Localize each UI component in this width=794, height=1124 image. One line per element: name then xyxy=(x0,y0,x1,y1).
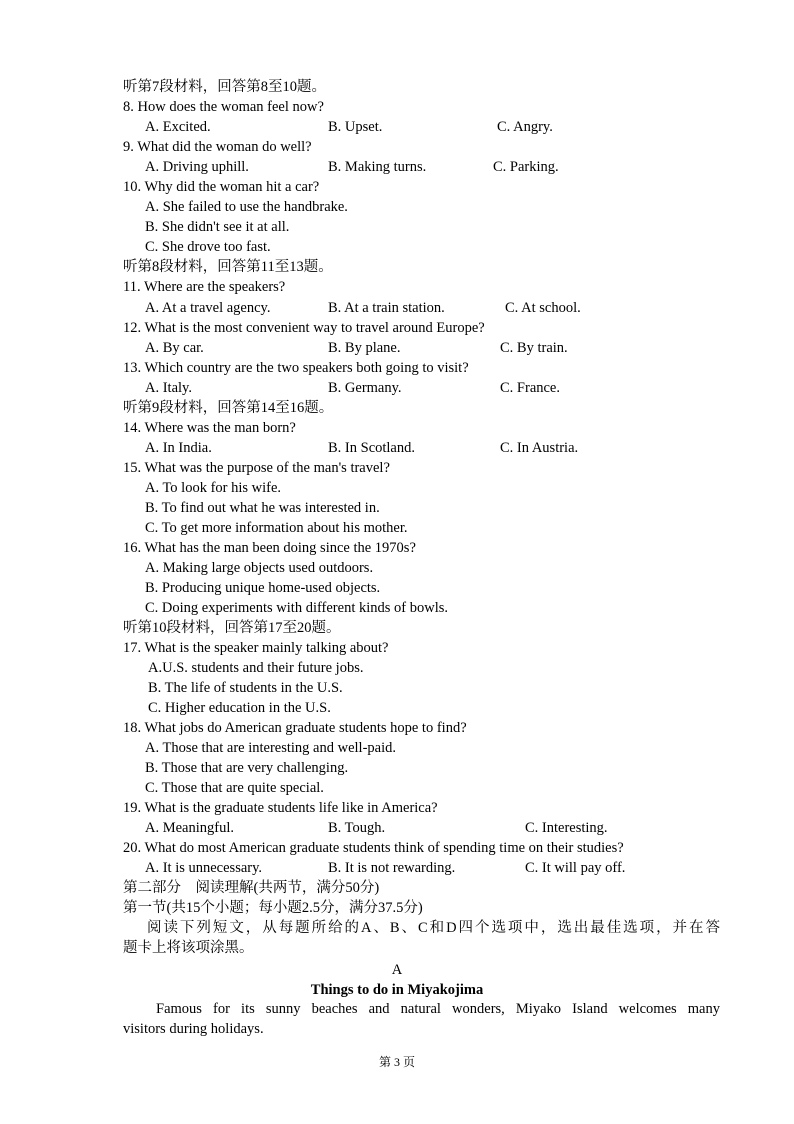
q20-option-b: B. It is not rewarding. xyxy=(328,860,456,876)
passage-title: Things to do in Miyakojima xyxy=(310,982,484,998)
q19-option-b: B. Tough. xyxy=(328,820,386,836)
question-13: 13. Which country are the two speakers both going to visit? xyxy=(123,360,469,376)
q14-option-b: B. In Scotland. xyxy=(328,440,415,456)
q15-option-c: C. To get more information about his mother. xyxy=(145,520,408,536)
q10-option-c: C. She drove too fast. xyxy=(145,239,271,255)
q19-option-a: A. Meaningful. xyxy=(145,820,234,836)
q13-option-b: B. Germany. xyxy=(328,380,402,396)
part2-heading: 第二部分 阅读理解(共两节，满分50分) xyxy=(123,880,380,896)
q18-option-c: C. Those that are quite special. xyxy=(145,780,324,796)
q10-option-a: A. She failed to use the handbrake. xyxy=(145,199,348,215)
q12-option-c: C. By train. xyxy=(500,340,568,356)
q20-option-a: A. It is unnecessary. xyxy=(145,860,263,876)
question-9: 9. What did the woman do well? xyxy=(123,139,312,155)
section-heading-7: 听第7段材料，回答第8至10题。 xyxy=(123,79,326,95)
passage-paragraph-line-2: visitors during holidays. xyxy=(123,1021,264,1037)
question-10: 10. Why did the woman hit a car? xyxy=(123,179,320,195)
part2-section1: 第一节(共15个小题；每小题2.5分，满分37.5分) xyxy=(123,900,423,916)
q8-option-b: B. Upset. xyxy=(328,119,383,135)
section-heading-8: 听第8段材料，回答第11至13题。 xyxy=(123,259,333,275)
q17-option-a: A.U.S. students and their future jobs. xyxy=(148,660,364,676)
section-heading-10: 听第10段材料，回答第17至20题。 xyxy=(123,620,341,636)
question-14: 14. Where was the man born? xyxy=(123,420,296,436)
page-number: 第 3 页 xyxy=(378,1055,415,1069)
q18-option-a: A. Those that are interesting and well-paid. xyxy=(145,740,396,756)
q14-option-c: C. In Austria. xyxy=(500,440,579,456)
passage-paragraph-line-1: Famous for its sunny beaches and natural wonders, Miyako Island welcomes many xyxy=(156,1001,720,1017)
instruction-line-2: 题卡上将该项涂黑。 xyxy=(123,940,254,956)
q11-option-c: C. At school. xyxy=(505,300,581,316)
question-19: 19. What is the graduate students life like in America? xyxy=(123,800,438,816)
question-18: 18. What jobs do American graduate students hope to find? xyxy=(123,720,467,736)
q10-option-b: B. She didn't see it at all. xyxy=(145,219,290,235)
q9-option-b: B. Making turns. xyxy=(328,159,427,175)
q13-option-a: A. Italy. xyxy=(145,380,192,396)
question-15: 15. What was the purpose of the man's travel? xyxy=(123,460,390,476)
q15-option-b: B. To find out what he was interested in. xyxy=(145,500,380,516)
q16-option-a: A. Making large objects used outdoors. xyxy=(145,560,374,576)
q16-option-b: B. Producing unique home-used objects. xyxy=(145,580,381,596)
q11-option-b: B. At a train station. xyxy=(328,300,445,316)
q11-option-a: A. At a travel agency. xyxy=(145,300,271,316)
q17-option-c: C. Higher education in the U.S. xyxy=(148,700,331,716)
q8-option-a: A. Excited. xyxy=(145,119,211,135)
q12-option-b: B. By plane. xyxy=(328,340,401,356)
section-heading-9: 听第9段材料，回答第14至16题。 xyxy=(123,400,334,416)
q16-option-c: C. Doing experiments with different kinds of bowls. xyxy=(145,600,448,616)
question-16: 16. What has the man been doing since the 1970s? xyxy=(123,540,416,556)
q12-option-a: A. By car. xyxy=(145,340,204,356)
question-17: 17. What is the speaker mainly talking about? xyxy=(123,640,389,656)
q9-option-a: A. Driving uphill. xyxy=(145,159,249,175)
question-11: 11. Where are the speakers? xyxy=(123,279,286,295)
q18-option-b: B. Those that are very challenging. xyxy=(145,760,349,776)
question-8: 8. How does the woman feel now? xyxy=(123,99,324,115)
q9-option-c: C. Parking. xyxy=(493,159,559,175)
q17-option-b: B. The life of students in the U.S. xyxy=(148,680,343,696)
q13-option-c: C. France. xyxy=(500,380,560,396)
question-12: 12. What is the most convenient way to travel around Europe? xyxy=(123,320,485,336)
passage-letter: A xyxy=(391,962,403,978)
q15-option-a: A. To look for his wife. xyxy=(145,480,282,496)
instruction-line-1: 阅读下列短文，从每题所给的A、B、C和D四个选项中，选出最佳选项，并在答 xyxy=(147,920,720,936)
question-20: 20. What do most American graduate students think of spending time on their studies? xyxy=(123,840,624,856)
q14-option-a: A. In India. xyxy=(145,440,212,456)
q19-option-c: C. Interesting. xyxy=(525,820,608,836)
q20-option-c: C. It will pay off. xyxy=(525,860,626,876)
q8-option-c: C. Angry. xyxy=(497,119,553,135)
